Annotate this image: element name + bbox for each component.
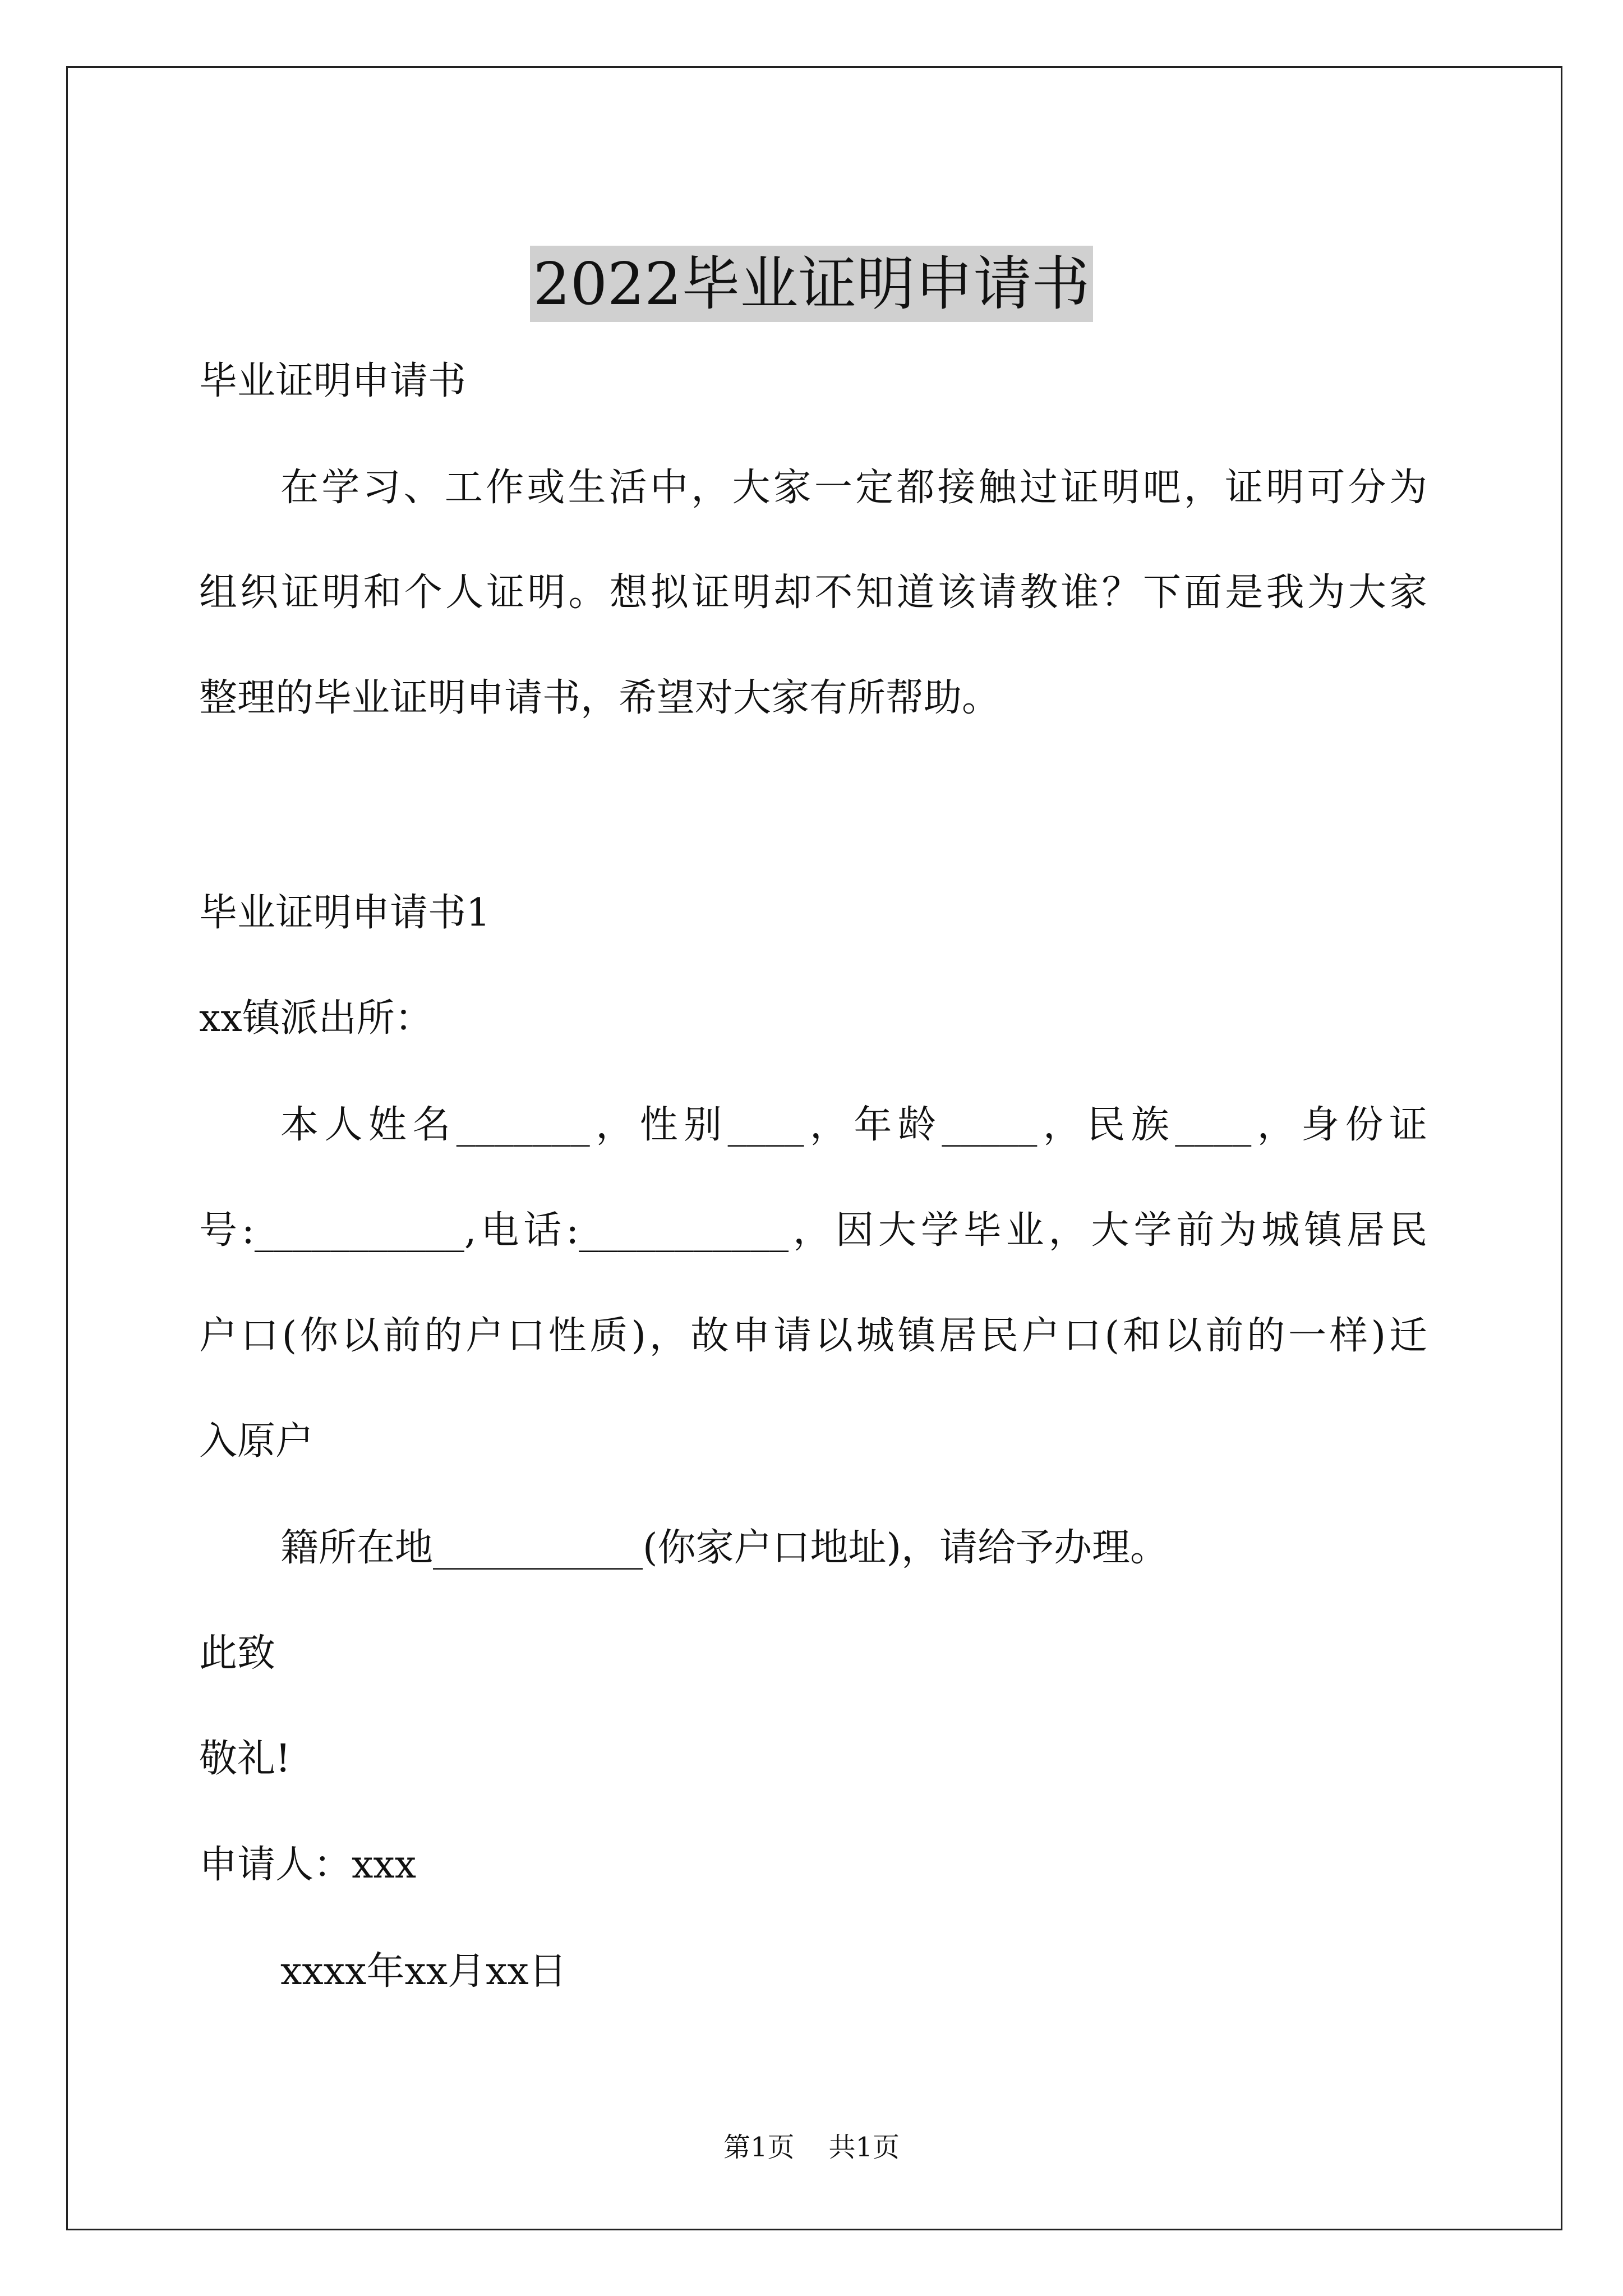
closing-salutation: 此致: [199, 1631, 276, 1676]
paragraph-line-1: 在学习、工作或生活中，大家一定都接触过证明吧，证明可分为: [280, 466, 1427, 510]
page-footer: [0, 2132, 1623, 2163]
page-number: 第1页: [723, 2132, 795, 2163]
body-line-5: 籍所在地___________(你家户口地址)，请给予办理。: [280, 1526, 1169, 1570]
section-heading: 毕业证明申请书1: [199, 891, 491, 935]
title-container: [0, 206, 1623, 361]
closing-regards: 敬礼!: [199, 1737, 291, 1781]
body-line-1: 本人姓名_______，性别____，年龄_____，民族____，身份证: [280, 1103, 1427, 1147]
body-line-2: 号:___________,电话:___________，因大学毕业，大学前为城镇居民: [199, 1208, 1427, 1253]
date-line: xxxx年xx月xx日: [280, 1949, 567, 1994]
addressee: xx镇派出所：: [199, 996, 433, 1041]
page-total: 共1页: [828, 2132, 900, 2163]
subtitle-line: 毕业证明申请书: [199, 359, 467, 403]
paragraph-line-2: 组织证明和个人证明。想拟证明却不知道该请教谁？下面是我为大家: [199, 570, 1427, 615]
body-line-3: 户口(你以前的户口性质)，故申请以城镇居民户口(和以前的一样)迁: [199, 1314, 1427, 1358]
body-line-4: 入原户: [199, 1419, 314, 1464]
paragraph-line-3: 整理的毕业证明申请书，希望对大家有所帮助。: [199, 676, 1000, 720]
document-title: 2022毕业证明申请书: [530, 246, 1094, 322]
applicant-line: 申请人：xxx: [199, 1843, 417, 1887]
